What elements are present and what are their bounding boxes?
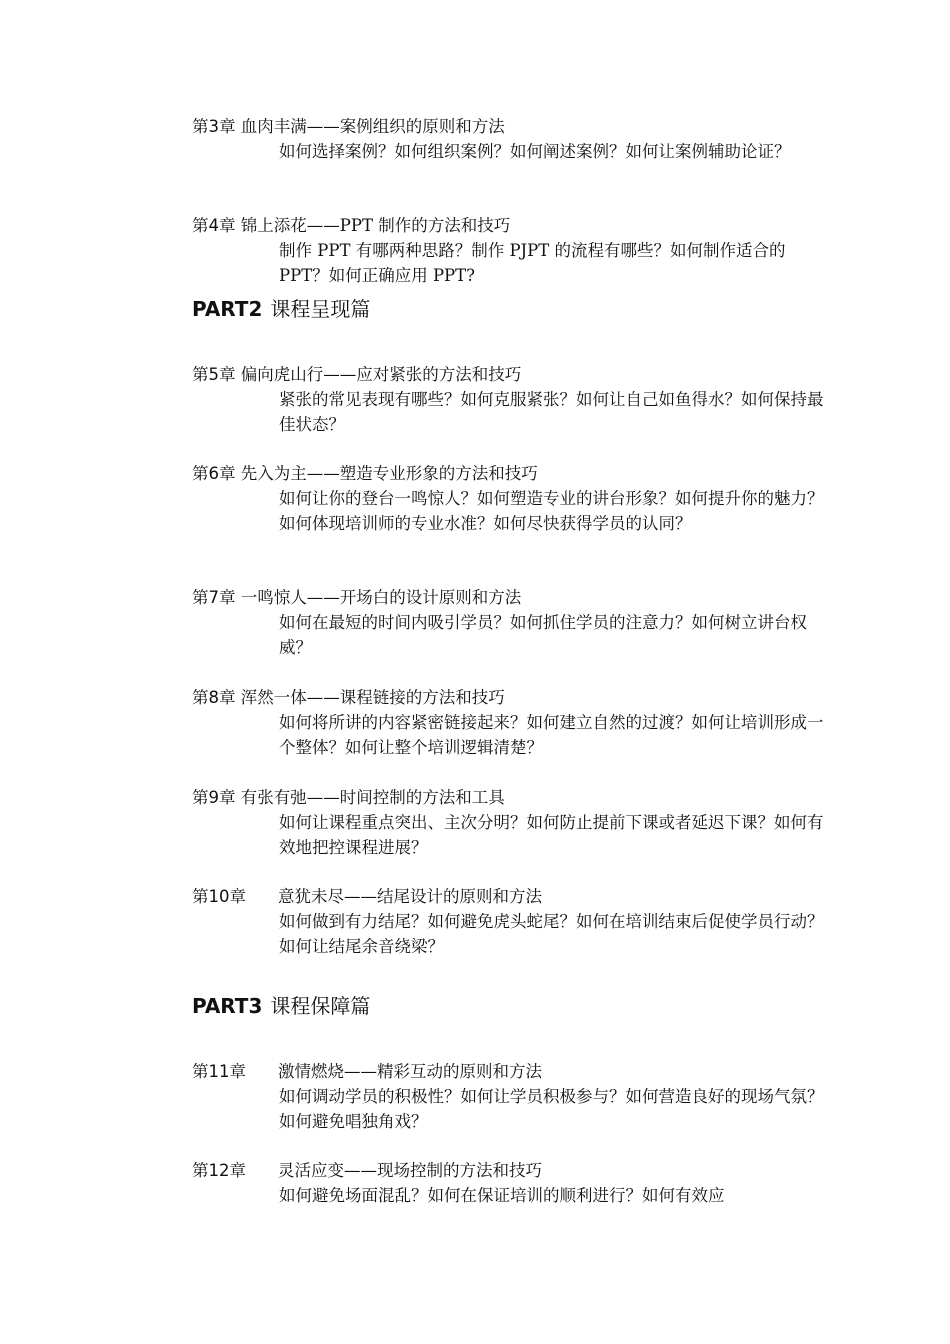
chapter-heading [192, 363, 832, 387]
chapter-number: 第9章 [192, 788, 236, 807]
chapter-title: 激情燃烧——精彩互动的原则和方法 [278, 1062, 542, 1081]
chapter-title: 浑然一体——课程链接的方法和技巧 [240, 688, 505, 707]
chapter-number: 第6章 [192, 464, 236, 483]
part-2-heading [192, 295, 370, 323]
chapter-5 [192, 363, 832, 437]
chapter-6 [192, 462, 832, 536]
chapter-description: 如何让课程重点突出、主次分明？如何防止提前下课或者延迟下课？如何有效地把控课程进展？ [279, 813, 824, 857]
chapter-number: 第8章 [192, 688, 236, 707]
chapter-number: 第4章 [192, 216, 236, 235]
chapter-description: 如何避免场面混乱？如何在保证培训的顺利进行？如何有效应 [279, 1186, 725, 1205]
part-label: PART3 [192, 994, 263, 1018]
chapter-description: 如何在最短的时间内吸引学员？如何抓住学员的注意力？如何树立讲台权威？ [279, 613, 807, 657]
part-label: PART2 [192, 297, 263, 321]
chapter-10 [192, 885, 832, 959]
chapter-9 [192, 786, 832, 860]
chapter-title: 一鸣惊人——开场白的设计原则和方法 [240, 588, 522, 607]
chapter-title: 血肉丰满——案例组织的原则和方法 [240, 117, 505, 136]
chapter-heading [192, 586, 832, 610]
chapter-heading [192, 115, 832, 139]
chapter-heading [192, 1159, 832, 1183]
chapter-heading [192, 686, 832, 710]
chapter-number: 第11章 [192, 1062, 246, 1081]
chapter-number: 第3章 [192, 117, 236, 136]
chapter-number: 第5章 [192, 365, 236, 384]
chapter-title: 意犹未尽——结尾设计的原则和方法 [278, 887, 542, 906]
chapter-number: 第7章 [192, 588, 236, 607]
part-title: 课程呈现篇 [270, 297, 371, 321]
chapter-heading [192, 462, 832, 486]
chapter-title: 灵活应变——现场控制的方法和技巧 [278, 1161, 542, 1180]
chapter-description: 紧张的常见表现有哪些？如何克服紧张？如何让自己如鱼得水？如何保持最佳状态？ [279, 390, 824, 434]
chapter-11 [192, 1060, 832, 1134]
chapter-number: 第10章 [192, 887, 246, 906]
chapter-title: 有张有弛——时间控制的方法和工具 [240, 788, 505, 807]
part-title: 课程保障篇 [270, 994, 371, 1018]
chapter-description: 如何将所讲的内容紧密链接起来？如何建立自然的过渡？如何让培训形成一个整体？如何让整个培训逻辑清楚？ [279, 713, 824, 757]
chapter-3 [192, 115, 832, 164]
chapter-8 [192, 686, 832, 760]
chapter-description: 如何让你的登台一鸣惊人？如何塑造专业的讲台形象？如何提升你的魅力？如何体现培训师的专业水准？如何尽快获得学员的认同？ [279, 489, 824, 533]
chapter-heading [192, 885, 832, 909]
chapter-title: 先入为主——塑造专业形象的方法和技巧 [240, 464, 538, 483]
chapter-heading [192, 786, 832, 810]
chapter-12 [192, 1159, 832, 1208]
chapter-heading [192, 1060, 832, 1084]
chapter-4 [192, 214, 832, 288]
chapter-7 [192, 586, 832, 660]
chapter-number: 第12章 [192, 1161, 246, 1180]
part-3-heading [192, 992, 370, 1020]
chapter-description: 如何选择案例？如何组织案例？如何阐述案例？如何让案例辅助论证？ [279, 142, 791, 161]
chapter-description: 如何调动学员的积极性？如何让学员积极参与？如何营造良好的现场气氛？如何避免唱独角戏？ [279, 1087, 824, 1131]
chapter-heading [192, 214, 832, 238]
chapter-description: 如何做到有力结尾？如何避免虎头蛇尾？如何在培训结束后促使学员行动？如何让结尾余音绕梁？ [279, 912, 824, 956]
chapter-title: 偏向虎山行——应对紧张的方法和技巧 [240, 365, 522, 384]
chapter-title: 锦上添花——PPT 制作的方法和技巧 [240, 216, 511, 235]
chapter-description: 制作 PPT 有哪两种思路？制作 PJPT 的流程有哪些？如何制作适合的 PPT？如何正确应用 PPT? [279, 241, 786, 285]
